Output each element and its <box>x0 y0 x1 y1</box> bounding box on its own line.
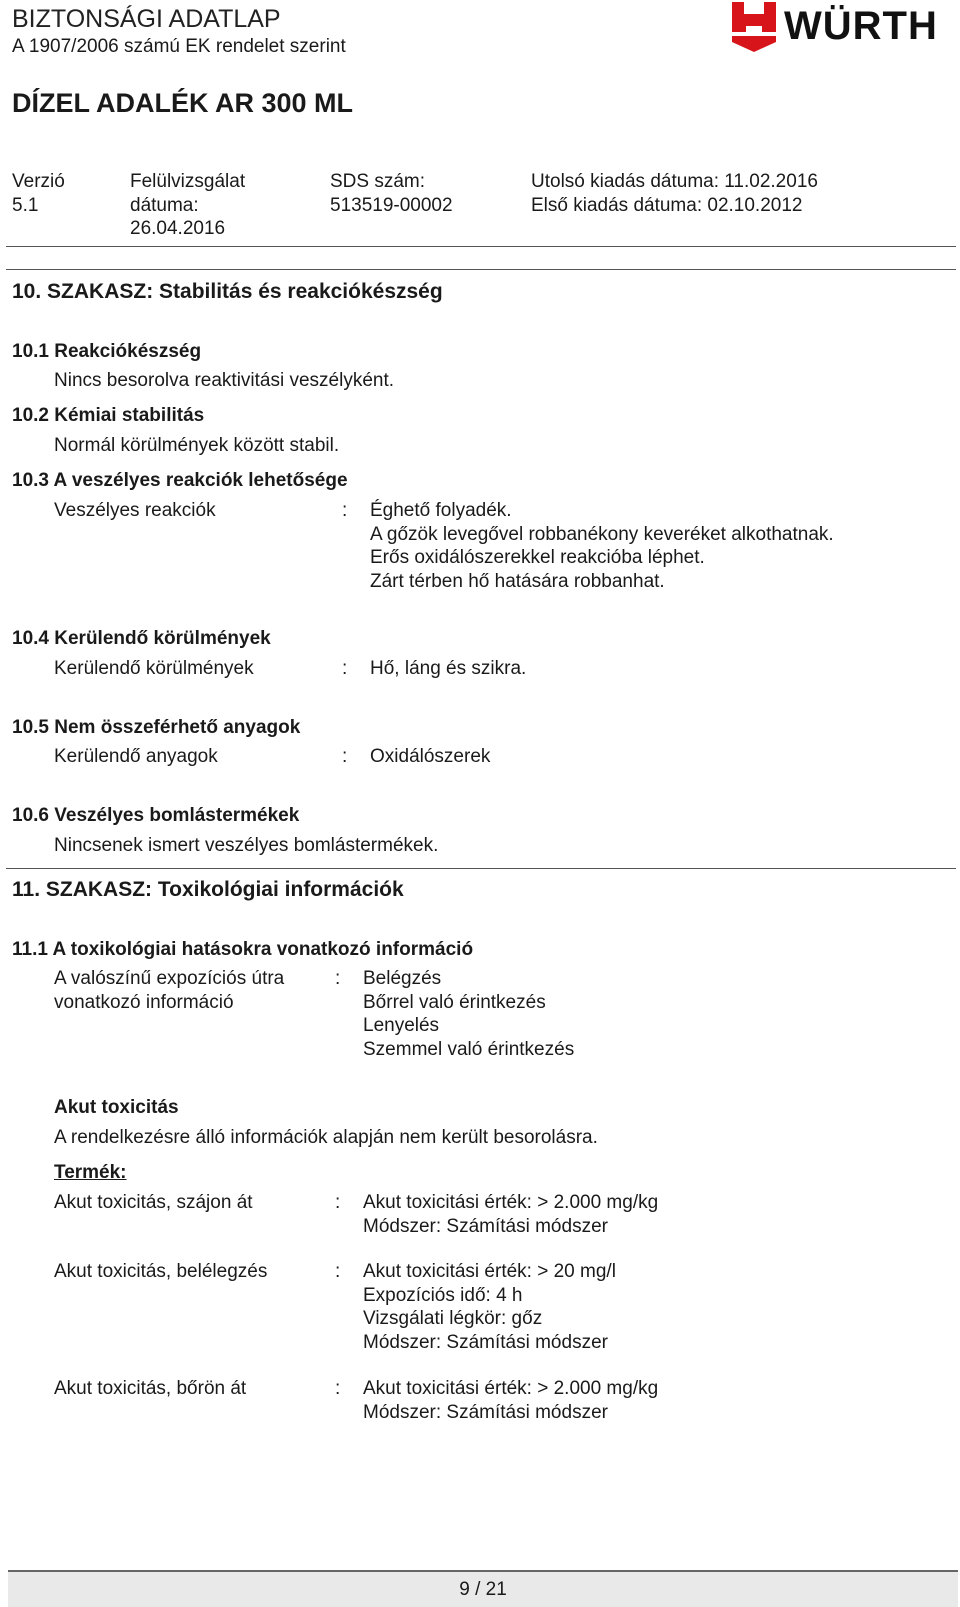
value-line: Akut toxicitási érték: > 2.000 mg/kg <box>363 1378 659 1399</box>
value-line: Módszer: Számítási módszer <box>363 1401 608 1423</box>
label-line: A valószínű expozíciós útra <box>54 968 285 989</box>
header-divider <box>6 246 956 247</box>
value-line: A gőzök levegővel robbanékony keveréket alkothatnak. <box>370 523 834 545</box>
issue-dates-block <box>531 170 818 217</box>
conditions-to-avoid-label: Kerülendő körülmények <box>54 658 254 679</box>
revision-date: 26.04.2016 <box>130 218 226 239</box>
value-line: Zárt térben hő hatására robbanhat. <box>370 570 665 592</box>
value-line: Expozíciós idő: 4 h <box>363 1284 523 1306</box>
subsection-10-2-title: 10.2 Kémiai stabilitás <box>12 405 205 426</box>
exposure-routes-value <box>363 967 574 1061</box>
value-line: Akut toxicitási érték: > 20 mg/l <box>363 1261 616 1282</box>
inhalation-toxicity-value <box>363 1260 616 1354</box>
dermal-toxicity-label: Akut toxicitás, bőrön át <box>54 1378 247 1399</box>
hazardous-reactions-label: Veszélyes reakciók <box>54 500 216 521</box>
version-value: 5.1 <box>12 194 39 216</box>
value-line: Belégzés <box>363 968 442 989</box>
document-title: BIZTONSÁGI ADATLAP <box>12 5 281 33</box>
value-line: Bőrrel való érintkezés <box>363 991 546 1013</box>
value-line: Szemmel való érintkezés <box>363 1038 575 1060</box>
section-11-title: 11. SZAKASZ: Toxikológiai információk <box>12 878 404 901</box>
sds-label: SDS szám: <box>330 171 426 192</box>
subsection-10-6-title: 10.6 Veszélyes bomlástermékek <box>12 805 300 826</box>
page-footer <box>8 1570 958 1607</box>
value-line: Módszer: Számítási módszer <box>363 1331 608 1353</box>
colon-separator: : <box>342 658 348 679</box>
decomposition-text: Nincsenek ismert veszélyes bomlástermékek. <box>54 835 439 856</box>
section-divider-11 <box>6 868 956 869</box>
dermal-toxicity-value <box>363 1377 658 1424</box>
acute-toxicity-heading: Akut toxicitás <box>54 1097 179 1118</box>
acute-toxicity-text: A rendelkezésre álló információk alapján nem került besorolásra. <box>54 1127 598 1148</box>
subsection-10-5-title: 10.5 Nem összeférhető anyagok <box>12 717 301 738</box>
subsection-10-3-title: 10.3 A veszélyes reakciók lehetősége <box>12 470 348 491</box>
section-divider-10 <box>6 269 956 270</box>
colon-separator: : <box>335 968 341 989</box>
revision-label-2: dátuma: <box>130 194 199 216</box>
first-issue-date: Első kiadás dátuma: 02.10.2012 <box>531 194 803 216</box>
hazardous-reactions-value <box>370 499 834 593</box>
label-line: vonatkozó információ <box>54 991 234 1013</box>
wurth-logo <box>732 0 960 56</box>
subsection-11-1-title: 11.1 A toxikológiai hatásokra vonatkozó információ <box>12 939 474 960</box>
stability-text: Normál körülmények között stabil. <box>54 435 340 456</box>
colon-separator: : <box>335 1378 341 1399</box>
regulation-subtitle: A 1907/2006 számú EK rendelet szerint <box>12 36 346 57</box>
value-line: Akut toxicitási érték: > 2.000 mg/kg <box>363 1192 659 1213</box>
product-name: DÍZEL ADALÉK AR 300 ML <box>12 88 354 118</box>
colon-separator: : <box>342 746 348 767</box>
reactivity-text: Nincs besorolva reaktivitási veszélyként. <box>54 370 395 391</box>
sds-block <box>330 170 453 217</box>
subsection-10-4-title: 10.4 Kerülendő körülmények <box>12 628 271 649</box>
page-number: 9 / 21 <box>459 1579 507 1600</box>
colon-separator: : <box>335 1192 341 1213</box>
wurth-emblem-icon <box>732 2 776 52</box>
oral-toxicity-label: Akut toxicitás, szájon át <box>54 1192 253 1213</box>
materials-to-avoid-label: Kerülendő anyagok <box>54 746 218 767</box>
value-line: Vizsgálati légkör: gőz <box>363 1308 543 1329</box>
sds-number: 513519-00002 <box>330 194 453 216</box>
colon-separator: : <box>335 1261 341 1282</box>
materials-to-avoid-value: Oxidálószerek <box>370 746 491 767</box>
inhalation-toxicity-label: Akut toxicitás, belélegzés <box>54 1261 268 1282</box>
product-label: Termék: <box>54 1162 127 1183</box>
colon-separator: : <box>342 500 348 521</box>
oral-toxicity-value <box>363 1191 658 1238</box>
exposure-routes-label <box>54 967 284 1014</box>
conditions-to-avoid-value: Hő, láng és szikra. <box>370 658 527 679</box>
section-10-title: 10. SZAKASZ: Stabilitás és reakciókészség <box>12 280 443 303</box>
revision-label: Felülvizsgálat <box>130 171 246 192</box>
value-line: Lenyelés <box>363 1015 440 1036</box>
version-block <box>12 170 65 217</box>
subsection-10-1-title: 10.1 Reakciókészség <box>12 341 202 362</box>
value-line: Erős oxidálószerekkel reakcióba léphet. <box>370 547 705 568</box>
last-issue-date: Utolsó kiadás dátuma: 11.02.2016 <box>531 171 818 192</box>
value-line: Éghető folyadék. <box>370 500 512 521</box>
version-label: Verzió <box>12 171 65 192</box>
logo-wordmark: WÜRTH <box>784 4 938 48</box>
value-line: Módszer: Számítási módszer <box>363 1215 608 1237</box>
revision-block <box>130 170 245 241</box>
